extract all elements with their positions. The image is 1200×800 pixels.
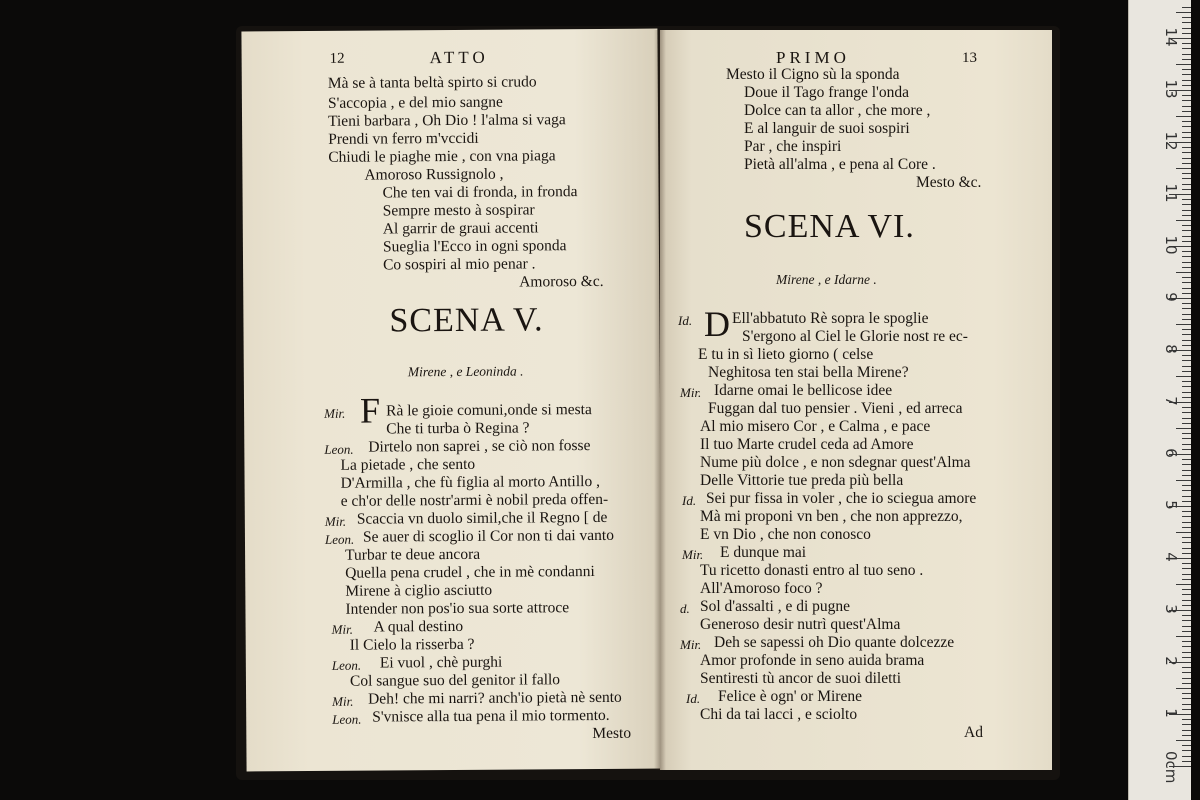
ruler-tick: [1182, 589, 1191, 590]
ruler-tick: [1182, 667, 1191, 668]
ruler-tick: [1182, 397, 1191, 398]
dialogue-line: Turbar te deue ancora: [345, 545, 481, 564]
ruler-tick: [1182, 7, 1191, 8]
dialogue-line: Se auer di scoglio il Cor non ti dai vanto: [362, 526, 614, 546]
ruler-tick: [1182, 652, 1191, 653]
dialogue-line: Fuggan dal tuo pensier . Vieni , ed arreca: [708, 400, 963, 417]
dialogue-line: Sentiresti tù ancor de suoi diletti: [700, 670, 902, 687]
ruler-tick: [1176, 12, 1191, 13]
dialogue-line: Felice è ogn' or Mirene: [718, 688, 862, 705]
speaker-label: Leon.: [332, 711, 362, 727]
ruler-label: 5: [1162, 500, 1180, 510]
ruler-tick: [1182, 594, 1191, 595]
right-page: [660, 30, 1052, 770]
ruler-label: 8: [1162, 344, 1180, 354]
dialogue-line: Col sangue suo del genitor il fallo: [349, 671, 561, 690]
ruler-tick: [1176, 480, 1191, 481]
ruler-label: 11: [1162, 183, 1180, 203]
verse-line: Doue il Tago frange l'onda: [744, 84, 909, 101]
ruler-tick: [1182, 95, 1191, 96]
speaker-label: Mir.: [331, 621, 353, 637]
verse-line: Chiudi le piaghe mie , con vna piaga: [328, 147, 556, 166]
dialogue-line: S'ergono al Ciel le Glorie nost re ec-: [742, 328, 968, 345]
ruler-tick: [1182, 314, 1191, 315]
drop-cap: F: [359, 390, 381, 431]
ruler-tick: [1182, 605, 1191, 606]
ruler-tick: [1182, 106, 1191, 107]
ruler-tick: [1182, 600, 1191, 601]
ruler-tick: [1182, 646, 1191, 647]
ruler-tick: [1182, 620, 1191, 621]
ruler-tick: [1182, 522, 1191, 523]
ruler-tick: [1176, 428, 1191, 429]
ruler-tick: [1182, 511, 1191, 512]
refrain-line: Amoroso &c.: [519, 272, 604, 291]
verse-line: Tieni barbara , Oh Dio ! l'alma si vaga: [327, 111, 566, 130]
dialogue-line: Mirene à ciglio asciutto: [345, 581, 493, 600]
speaker-label: d.: [680, 601, 690, 616]
ruler-tick: [1182, 371, 1191, 372]
ruler-tick: [1182, 719, 1191, 720]
dialogue-line: Dirtelo non saprei , se ciò non fosse: [368, 437, 591, 456]
ruler-tick: [1182, 163, 1191, 164]
ruler-tick: [1176, 272, 1191, 273]
ruler-label: 9: [1162, 292, 1180, 302]
ruler-tick: [1176, 220, 1191, 221]
ruler-tick: [1182, 319, 1191, 320]
ruler-tick: [1182, 158, 1191, 159]
ruler-tick: [1182, 152, 1191, 153]
speaker-label: Mir.: [324, 405, 346, 421]
ruler-tick: [1182, 579, 1191, 580]
dialogue-line: Il tuo Marte crudel ceda ad Amore: [700, 436, 914, 453]
dialogue-line: E tu in sì lieto giorno ( celse: [698, 346, 874, 363]
ruler-tick: [1176, 168, 1191, 169]
ruler-tick: [1182, 631, 1191, 632]
ruler-tick: [1182, 392, 1191, 393]
ruler-tick: [1182, 69, 1191, 70]
catchword: Mesto: [592, 724, 632, 743]
ruler-tick: [1182, 59, 1191, 60]
ruler-tick: [1182, 641, 1191, 642]
dialogue-line: Deh se sapessi oh Dio quante dolcezze: [714, 634, 955, 651]
ruler-tick: [1182, 329, 1191, 330]
dialogue-line: Generoso desir nutrì quest'Alma: [700, 616, 901, 633]
dialogue-line: Amor profonde in seno auida brama: [700, 652, 925, 669]
ruler-tick: [1182, 293, 1191, 294]
ruler-tick: [1182, 750, 1191, 751]
dialogue-line: Ell'abbatuto Rè sopra le spoglie: [732, 310, 929, 327]
ruler-tick: [1182, 308, 1191, 309]
ruler-tick: [1182, 490, 1191, 491]
verse-line: Sueglia l'Ecco in ogni sponda: [382, 237, 567, 256]
dialogue-line: Deh! che mi narri? anch'io pietà nè sento: [368, 688, 622, 708]
dialogue-line: E dunque mai: [720, 544, 807, 561]
dialogue-line: Chi da tai lacci , e sciolto: [700, 706, 858, 723]
page-number: 13: [962, 50, 977, 66]
catchword: Ad: [964, 724, 983, 741]
ruler-tick: [1182, 704, 1191, 705]
measurement-ruler: [1128, 0, 1191, 800]
ruler-tick: [1182, 501, 1191, 502]
ruler-tick: [1182, 542, 1191, 543]
ruler-tick: [1182, 282, 1191, 283]
ruler-tick: [1182, 693, 1191, 694]
ruler-tick: [1182, 626, 1191, 627]
dialogue-line: Sei pur fissa in voler , che io sciegua amore: [706, 490, 977, 507]
ruler-tick: [1182, 496, 1191, 497]
dialogue-line: Delle Vittorie tue preda più bella: [700, 472, 904, 489]
ruler-tick: [1182, 485, 1191, 486]
ruler-tick: [1182, 267, 1191, 268]
ruler-tick: [1182, 334, 1191, 335]
ruler-tick: [1182, 574, 1191, 575]
ruler-tick: [1182, 444, 1191, 445]
ruler-tick: [1182, 48, 1191, 49]
drop-cap: D: [704, 304, 730, 344]
ruler-tick: [1182, 100, 1191, 101]
ruler-tick: [1182, 366, 1191, 367]
dialogue-line: Neghitosa ten stai bella Mirene?: [708, 364, 909, 381]
dialogue-line: S'vnisce alla tua pena il mio tormento.: [372, 706, 610, 726]
ruler-tick: [1182, 22, 1191, 23]
speaker-label: Leon.: [324, 441, 354, 457]
ruler-tick: [1182, 516, 1191, 517]
speaker-label: Id.: [678, 313, 693, 328]
ruler-tick: [1182, 745, 1191, 746]
ruler-tick: [1182, 126, 1191, 127]
speaker-label: Leon.: [331, 657, 362, 673]
ruler-label: 6: [1162, 448, 1180, 458]
ruler-tick: [1176, 584, 1191, 585]
ruler-tick: [1182, 475, 1191, 476]
ruler-tick: [1182, 288, 1191, 289]
ruler-label: 7: [1162, 396, 1180, 406]
ruler-tick: [1182, 709, 1191, 710]
ruler-tick: [1182, 17, 1191, 18]
ruler-tick: [1182, 438, 1191, 439]
ruler-tick: [1182, 449, 1191, 450]
left-page: [241, 29, 662, 772]
ruler-tick: [1182, 730, 1191, 731]
running-header: PRIMO: [776, 48, 850, 67]
speaker-label: Mir.: [332, 693, 354, 709]
ruler-tick: [1182, 761, 1191, 762]
ruler-tick: [1182, 225, 1191, 226]
ruler-tick: [1182, 527, 1191, 528]
ruler-tick: [1182, 121, 1191, 122]
ruler-tick: [1182, 683, 1191, 684]
ruler-tick: [1182, 735, 1191, 736]
verse-line: Mà se à tanta beltà spirto si crudo: [327, 73, 537, 92]
speaker-label: Id.: [682, 493, 697, 508]
ruler-tick: [1182, 256, 1191, 257]
dialogue-line: Tu ricetto donasti entro al tuo seno .: [700, 562, 924, 579]
ruler-tick: [1182, 54, 1191, 55]
dialogue-line: Intender non pos'io sua sorte attroce: [345, 599, 570, 618]
ruler-tick: [1182, 355, 1191, 356]
ruler-tick: [1182, 74, 1191, 75]
ruler-tick: [1182, 215, 1191, 216]
verse-line: Mesto il Cigno sù la sponda: [726, 66, 900, 83]
ruler-tick: [1176, 636, 1191, 637]
verse-line: Amoroso Russignolo ,: [364, 165, 504, 184]
ruler-tick: [1182, 178, 1191, 179]
speaker-label: Id.: [686, 691, 701, 706]
ruler-tick: [1182, 345, 1191, 346]
ruler-tick: [1176, 740, 1191, 741]
ruler-tick: [1182, 199, 1191, 200]
ruler-tick: [1182, 407, 1191, 408]
dialogue-line: Quella pena crudel , che in mè condanni: [345, 563, 595, 582]
speaker-label: Mir.: [324, 513, 347, 529]
ruler-tick: [1182, 28, 1191, 29]
ruler-tick: [1182, 672, 1191, 673]
verse-line: Sempre mesto à sospirar: [382, 201, 535, 220]
ruler-tick: [1176, 688, 1191, 689]
ruler-tick: [1182, 132, 1191, 133]
ruler-tick: [1182, 204, 1191, 205]
verse-line: Che ten vai di fronda, in fronda: [382, 183, 578, 202]
ruler-tick: [1182, 277, 1191, 278]
verse-line: E al languir de suoi sospiri: [744, 120, 910, 137]
ruler-tick: [1182, 433, 1191, 434]
scene-title: SCENA VI.: [744, 208, 915, 245]
dialogue-line: Rà le gioie comuni,onde si mesta: [386, 401, 592, 420]
ruler-tick: [1176, 376, 1191, 377]
dialogue-line: D'Armilla , che fù figlia al morto Antillo ,: [340, 472, 600, 492]
ruler-tick: [1182, 423, 1191, 424]
ruler-label: 3: [1162, 604, 1180, 614]
ruler-tick: [1182, 563, 1191, 564]
book-gutter: [654, 30, 666, 770]
ruler-tick: [1176, 64, 1191, 65]
ruler-tick: [1182, 470, 1191, 471]
page-number: 12: [329, 50, 345, 67]
dialogue-line: A qual destino: [373, 617, 464, 636]
ruler-tick: [1182, 251, 1191, 252]
ruler-label: 12: [1162, 131, 1180, 151]
ruler-tick: [1182, 137, 1191, 138]
cast-list: Mirene , e Leoninda .: [407, 363, 524, 380]
ruler-tick: [1182, 412, 1191, 413]
ruler-tick: [1182, 210, 1191, 211]
ruler-tick: [1182, 111, 1191, 112]
ruler-tick: [1182, 537, 1191, 538]
ruler-label: 14: [1162, 27, 1180, 47]
ruler-tick: [1182, 657, 1191, 658]
ruler-tick: [1182, 553, 1191, 554]
dialogue-line: Idarne omai le bellicose idee: [714, 382, 893, 399]
scene-title: SCENA V.: [389, 301, 544, 340]
ruler-tick: [1182, 381, 1191, 382]
dialogue-line: Ei vuol , chè purghi: [379, 653, 503, 672]
ruler-label: 2: [1162, 656, 1180, 666]
dialogue-line: Nume più dolce , e non sdegnar quest'Alma: [700, 454, 971, 471]
ruler-tick: [1182, 147, 1191, 148]
verse-line: S'accopia , e del mio sangne: [327, 93, 503, 112]
ruler-tick: [1182, 340, 1191, 341]
dialogue-line: Al mio misero Cor , e Calma , e pace: [700, 418, 931, 435]
ruler-tick: [1182, 80, 1191, 81]
running-header: ATTO: [429, 47, 489, 68]
ruler-tick: [1182, 756, 1191, 757]
cast-list: Mirene , e Idarne .: [776, 272, 877, 287]
ruler-label: 1: [1162, 708, 1180, 718]
ruler-tick: [1182, 173, 1191, 174]
ruler-label: 10: [1162, 235, 1180, 255]
ruler-tick: [1182, 698, 1191, 699]
ruler-tick: [1182, 184, 1191, 185]
dialogue-line: E vn Dio , che non conosco: [700, 526, 871, 543]
dialogue-line: Che ti turba ò Regina ?: [386, 419, 530, 438]
ruler-label: 0cm: [1162, 751, 1180, 784]
speaker-label: Mir.: [680, 385, 702, 400]
speaker-label: Leon.: [324, 531, 355, 547]
ruler-label: 4: [1162, 552, 1180, 562]
dialogue-line: Sol d'assalti , e di pugne: [700, 598, 851, 615]
ruler-tick: [1182, 360, 1191, 361]
ruler-label: 13: [1162, 79, 1180, 99]
ruler-tick: [1182, 189, 1191, 190]
ruler-tick: [1182, 236, 1191, 237]
verse-line: Co sospiri al mio penar .: [382, 255, 536, 274]
ruler-tick: [1182, 724, 1191, 725]
ruler-tick: [1182, 230, 1191, 231]
dialogue-line: Il Cielo la risserba ?: [349, 635, 475, 654]
ruler-tick: [1182, 568, 1191, 569]
ruler-tick: [1182, 33, 1191, 34]
refrain-line: Mesto &c.: [916, 174, 982, 191]
ruler-tick: [1182, 85, 1191, 86]
ruler-tick: [1182, 464, 1191, 465]
verse-line: Par , che inspiri: [744, 138, 842, 155]
ruler-tick: [1182, 241, 1191, 242]
ruler-tick: [1182, 303, 1191, 304]
verse-line: Prendi vn ferro m'vccidi: [328, 129, 479, 148]
dialogue-line: La pietade , che sento: [340, 455, 476, 474]
dialogue-line: Scaccia vn duolo simil,che il Regno [ de: [356, 508, 608, 528]
ruler-tick: [1176, 324, 1191, 325]
ruler-tick: [1182, 548, 1191, 549]
dialogue-line: e ch'or delle nostr'armi è nobil preda offen-: [340, 490, 609, 510]
ruler-tick: [1182, 386, 1191, 387]
ruler-tick: [1182, 262, 1191, 263]
speaker-label: Mir.: [680, 637, 702, 652]
ruler-tick: [1182, 678, 1191, 679]
ruler-tick: [1176, 532, 1191, 533]
verse-line: Pietà all'alma , e pena al Core .: [744, 156, 936, 173]
verse-line: Al garrir de graui accenti: [382, 219, 539, 238]
ruler-tick: [1182, 615, 1191, 616]
speaker-label: Mir.: [682, 547, 704, 562]
ruler-tick: [1182, 459, 1191, 460]
dialogue-line: Mà mi proponi vn ben , che non apprezzo,: [700, 508, 963, 525]
verse-line: Dolce can ta allor , che more ,: [744, 102, 931, 119]
ruler-tick: [1182, 43, 1191, 44]
ruler-tick: [1176, 116, 1191, 117]
dialogue-line: All'Amoroso foco ?: [700, 580, 823, 597]
ruler-tick: [1182, 418, 1191, 419]
